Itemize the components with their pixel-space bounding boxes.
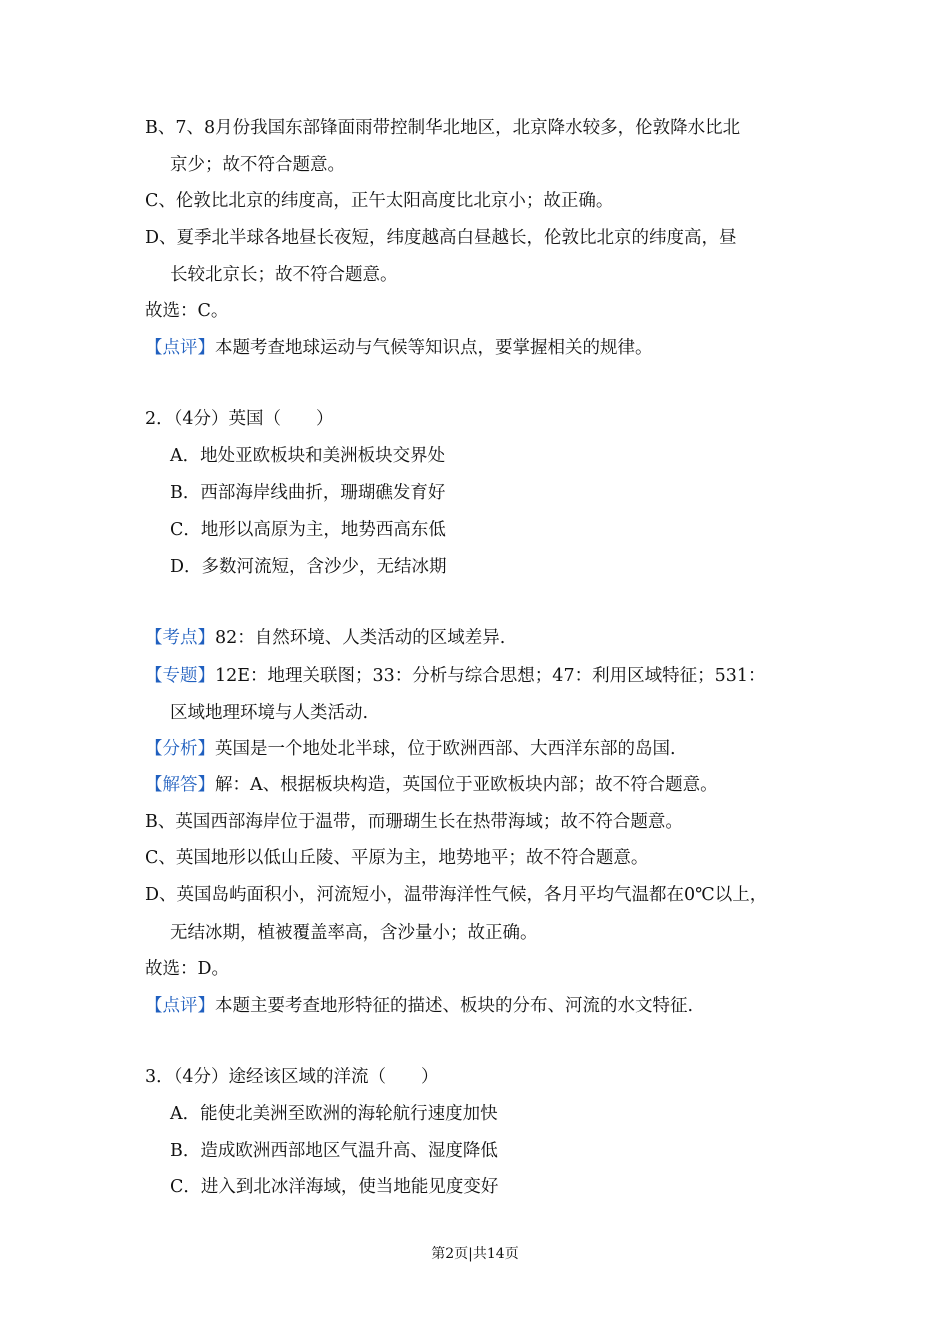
answer-line: C、英国地形以低山丘陵、平原为主，地势地平；故不符合题意。: [145, 848, 649, 868]
question-option: D．多数河流短，含沙少，无结冰期: [170, 557, 447, 577]
tag-label: 【专题】: [145, 666, 215, 686]
comment-line: [145, 337, 653, 359]
question-option: B．西部海岸线曲折，珊瑚礁发育好: [170, 483, 446, 503]
answer-line: 长较北京长；故不符合题意。: [170, 265, 398, 285]
tag-label: 【点评】: [145, 996, 215, 1016]
answer-line: 京少；故不符合题意。: [170, 155, 345, 175]
question-option: C．地形以高原为主，地势西高东低: [170, 520, 446, 540]
question-option: A．能使北美洲至欧洲的海轮航行速度加快: [170, 1104, 498, 1124]
answer-line: D、夏季北半球各地昼长夜短，纬度越高白昼越长，伦敦比北京的纬度高，昼: [145, 228, 737, 248]
fenxi-line: [145, 738, 676, 760]
comment-line: [145, 995, 693, 1017]
answer-line: B、英国西部海岸位于温带，而珊瑚生长在热带海域；故不符合题意。: [145, 812, 683, 832]
page-footer: 第2页|共14页: [431, 1246, 519, 1262]
answer-choice: 故选：D。: [145, 959, 230, 979]
answer-choice: 故选：C。: [145, 301, 229, 321]
zhuanti-line: 区域地理环境与人类活动.: [170, 703, 369, 723]
tag-label: 【分析】: [145, 739, 215, 759]
answer-line: 无结冰期，植被覆盖率高，含沙量小；故正确。: [170, 923, 538, 943]
tag-label: 【点评】: [145, 338, 215, 358]
tag-label: 【解答】: [145, 775, 215, 795]
question-option: C．进入到北冰洋海域，使当地能见度变好: [170, 1177, 499, 1197]
jieda-line: [145, 774, 718, 796]
answer-line: D、英国岛屿面积小，河流短小，温带海洋性气候，各月平均气温都在0℃以上，: [145, 885, 768, 905]
question-title: 2．（4分）英国（ ）: [145, 409, 334, 429]
answer-line: B、7、8月份我国东部锋面雨带控制华北地区，北京降水较多，伦敦降水比北: [145, 118, 741, 138]
tag-text: 82：自然环境、人类活动的区域差异.: [215, 628, 506, 648]
tag-text: 英国是一个地处北半球，位于欧洲西部、大西洋东部的岛国.: [215, 739, 676, 759]
answer-line: C、伦敦比北京的纬度高，正午太阳高度比北京小；故正确。: [145, 191, 614, 211]
question-option: B．造成欧洲西部地区气温升高、湿度降低: [170, 1141, 498, 1161]
question-title: 3．（4分）途经该区域的洋流（ ）: [145, 1067, 439, 1087]
tag-text: 本题主要考查地形特征的描述、板块的分布、河流的水文特征.: [215, 996, 694, 1016]
tag-label: 【考点】: [145, 628, 215, 648]
tag-text: 本题考查地球运动与气候等知识点，要掌握相关的规律。: [215, 338, 653, 358]
tag-text: 12E：地理关联图；33：分析与综合思想；47：利用区域特征；531：: [215, 666, 766, 686]
kaodian-line: [145, 627, 505, 649]
zhuanti-line: [145, 665, 765, 687]
question-option: A．地处亚欧板块和美洲板块交界处: [170, 446, 446, 466]
tag-text: 解：A、根据板块构造，英国位于亚欧板块内部；故不符合题意。: [215, 775, 718, 795]
